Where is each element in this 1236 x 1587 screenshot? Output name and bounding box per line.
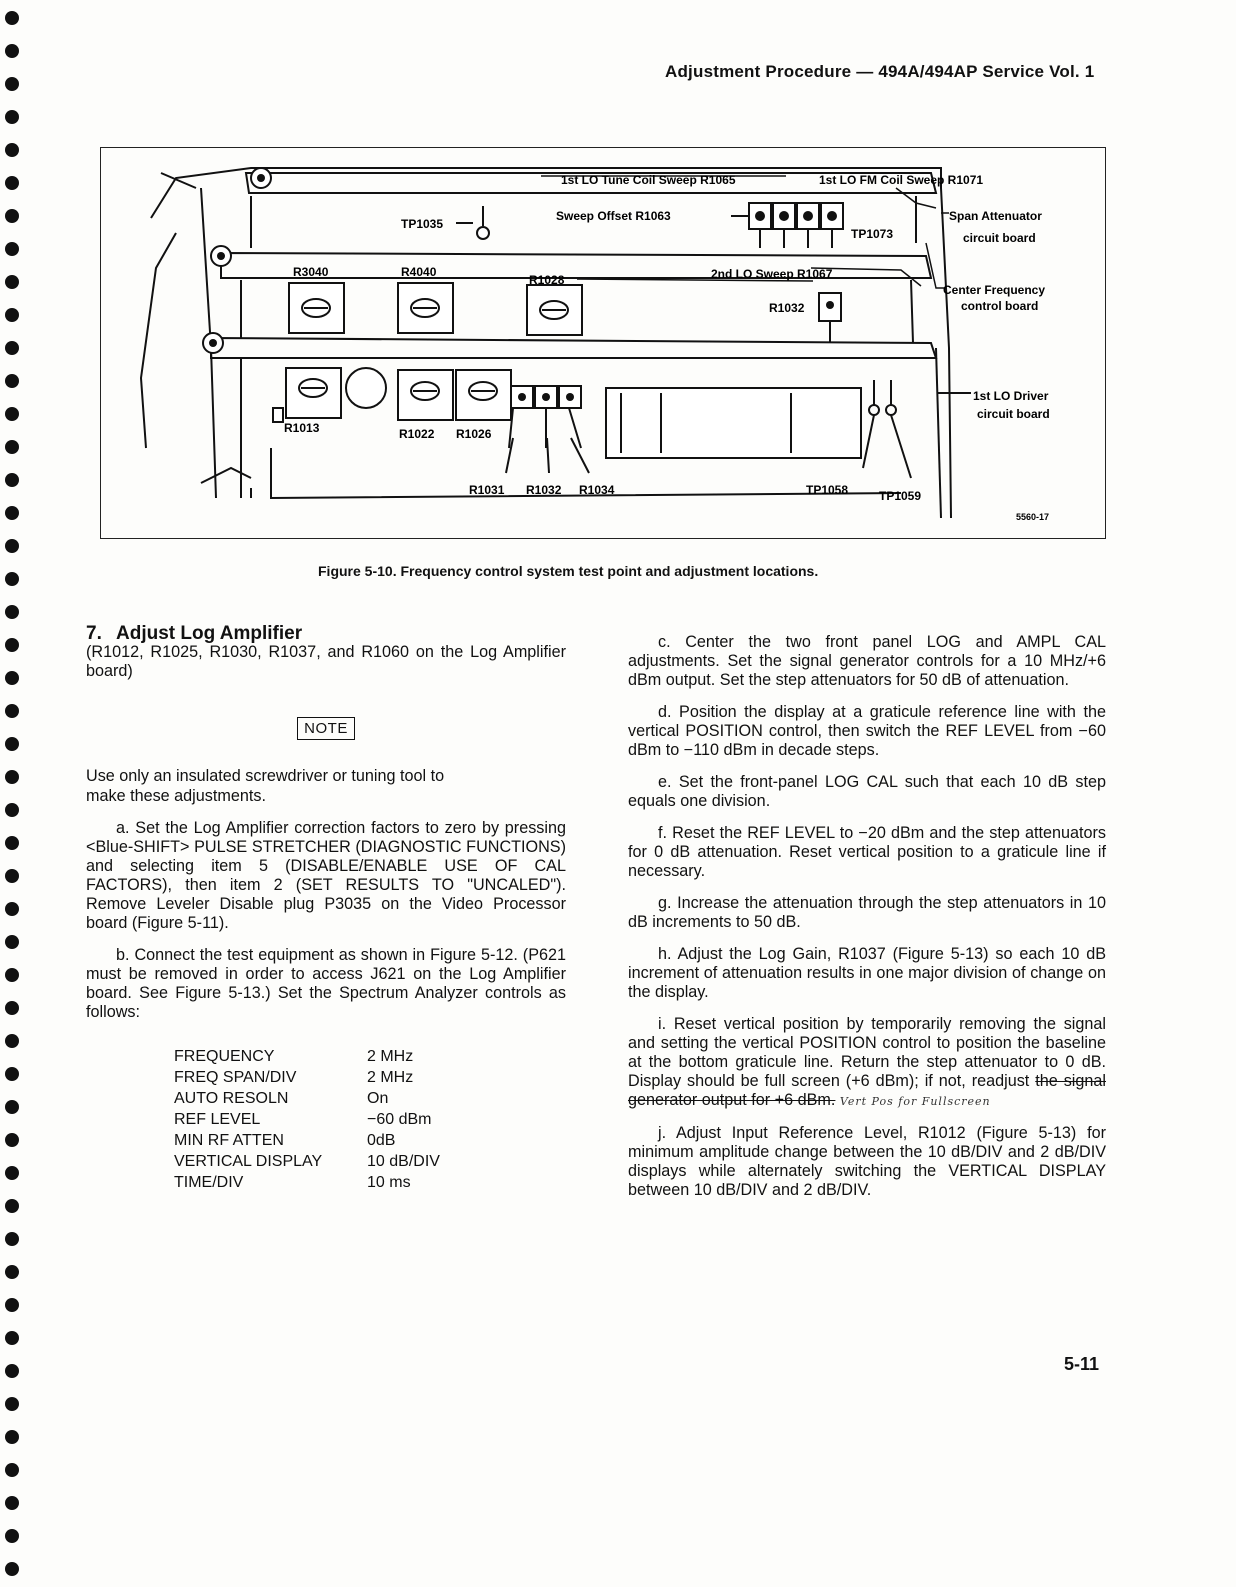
figure-ref-code: 5560-17 (1016, 512, 1050, 522)
setting-value: 10 ms (367, 1174, 411, 1191)
label-r1034: R1034 (579, 483, 615, 497)
page-number: 5-11 (1064, 1354, 1100, 1374)
figure-frequency-control-diagram (100, 147, 1106, 539)
setting-value: 2 MHz (367, 1048, 414, 1065)
step-j: j. Adjust Input Reference Level, R1012 (Figure 5-13) for minimum amplitude change between the 10 dB/DIV and 2 dB/DIV displays while alternately switching the VERTICAL DISPLAY between 10 dB/DIV and 2 dB/DIV. (628, 1124, 1106, 1199)
label-r1032-top: R1032 (769, 301, 805, 315)
note-text: Use only an insulated screwdriver or tuning tool to make these adjustments. (86, 767, 445, 805)
step-g: g. Increase the attenuation through the step attenuators in 10 dB increments to 50 dB. (628, 894, 1106, 931)
figure-caption (318, 563, 818, 579)
section-number: 7. (86, 623, 102, 644)
label-span-attenuator: Span Attenuator (949, 209, 1042, 223)
step-a: a. Set the Log Amplifier correction factors to zero by pressing <Blue-SHIFT> PULSE STRETCHER (DIAGNOSTIC FUNCTIONS) and selecting item 5 (DISABLE/ENABLE USE OF CAL FACTORS), then item 2 (SET RESULTS TO "UNCALED"). Remove Leveler Disable plug P3035 on the Video Processor board (Figure 5-11). (86, 819, 566, 932)
step-b: b. Connect the test equipment as shown in Figure 5-12. (P621 must be removed in order to access J621 on the Log Amplifier board. See Figure 5-13.) Set the Spectrum Analyzer controls as follows: (86, 946, 566, 1021)
label-lo-fm-coil: 1st LO FM Coil Sweep R1071 (819, 173, 984, 187)
setting-row (174, 1172, 566, 1193)
setting-value: 10 dB/DIV (367, 1153, 440, 1170)
label-sweep-offset: Sweep Offset R1063 (556, 209, 671, 223)
setting-value: 2 MHz (367, 1069, 414, 1086)
left-column (86, 624, 566, 1193)
label-center-frequency-board: control board (961, 299, 1039, 313)
label-r1022: R1022 (399, 427, 435, 441)
label-tp1059: TP1059 (879, 489, 922, 503)
setting-name: FREQ SPAN/DIV (174, 1069, 297, 1086)
label-lo-driver: 1st LO Driver (973, 389, 1049, 403)
note-label: NOTE (297, 717, 355, 740)
setting-name: REF LEVEL (174, 1111, 261, 1128)
setting-row (174, 1130, 566, 1151)
binder-holes (4, 0, 20, 1587)
step-c: c. Center the two front panel LOG and AMPL CAL adjustments. Set the signal generator controls for a 10 MHz/+6 dBm output. Set the step attenuators for 50 dB of attenuation. (628, 633, 1106, 689)
step-e: e. Set the front-panel LOG CAL such that each 10 dB step equals one division. (628, 773, 1106, 810)
step-d: d. Position the display at a graticule reference line with the vertical POSITION control, then switch the REF LEVEL from −60 dBm to −110 dBm in decade steps. (628, 703, 1106, 759)
section-subtitle: (R1012, R1025, R1030, R1037, and R1060 on the Log Amplifier board) (86, 643, 566, 680)
step-i-text: i. Reset vertical position by temporarily removing the signal and setting the vertical POSITION control to position the baseline at the bottom graticule line. Return the step attenuator to 0 dB. Display should be full screen (+6 dBm); if not, readjust (628, 1015, 1106, 1090)
setting-value: 0dB (367, 1132, 396, 1149)
setting-name: MIN RF ATTEN (174, 1132, 284, 1149)
label-lo-driver-board: circuit board (977, 407, 1050, 421)
setting-row (174, 1109, 566, 1130)
label-r3040: R3040 (293, 265, 329, 279)
running-header: Adjustment Procedure — 494A/494AP Service Vol. 1 (665, 62, 1095, 81)
label-tp1058: TP1058 (806, 483, 849, 497)
label-tp1035: TP1035 (401, 217, 444, 231)
step-i-struck-text: the signal generator output for +6 dBm. (628, 1072, 1106, 1109)
label-2nd-lo-sweep: 2nd LO Sweep R1067 (711, 267, 833, 281)
setting-name: VERTICAL DISPLAY (174, 1153, 323, 1170)
setting-name: AUTO RESOLN (174, 1090, 289, 1107)
label-r1028: R1028 (529, 273, 565, 287)
label-center-frequency: Center Frequency (943, 283, 1046, 297)
setting-row (174, 1151, 566, 1172)
label-r1026: R1026 (456, 427, 492, 441)
figure-caption-text: Frequency control system test point and adjustment locations. (400, 563, 819, 579)
step-h: h. Adjust the Log Gain, R1037 (Figure 5-13) so each 10 dB increment of attenuation results in one major division of change on the display. (628, 945, 1106, 1001)
section-title-text: Adjust Log Amplifier (116, 623, 303, 644)
label-r1013: R1013 (284, 421, 320, 435)
setting-name: FREQUENCY (174, 1048, 275, 1065)
step-f: f. Reset the REF LEVEL to −20 dBm and the step attenuators for 0 dB attenuation. Reset vertical position to a graticule line if necessary. (628, 824, 1106, 880)
label-tp1073: TP1073 (851, 227, 894, 241)
setting-row (174, 1067, 566, 1088)
step-i-handwritten-note: Vert Pos for Fullscreen (839, 1095, 991, 1108)
label-lo-tune-coil: 1st LO Tune Coil Sweep R1065 (561, 173, 736, 187)
setting-row (174, 1088, 566, 1109)
setting-row (174, 1046, 566, 1067)
figure-caption-number: Figure 5-10. (318, 563, 397, 579)
setting-name: TIME/DIV (174, 1174, 244, 1191)
board-drawing (101, 148, 1105, 538)
label-span-attenuator-board: circuit board (963, 231, 1036, 245)
step-i (628, 1015, 1106, 1111)
label-r4040: R4040 (401, 265, 437, 279)
setting-value: −60 dBm (367, 1111, 432, 1128)
label-r1031: R1031 (469, 483, 505, 497)
label-r1032: R1032 (526, 483, 562, 497)
section-title (86, 624, 566, 643)
note-heading (86, 717, 566, 740)
right-column (628, 633, 1106, 1213)
setting-value: On (367, 1090, 389, 1107)
analyzer-settings-list (174, 1046, 566, 1193)
